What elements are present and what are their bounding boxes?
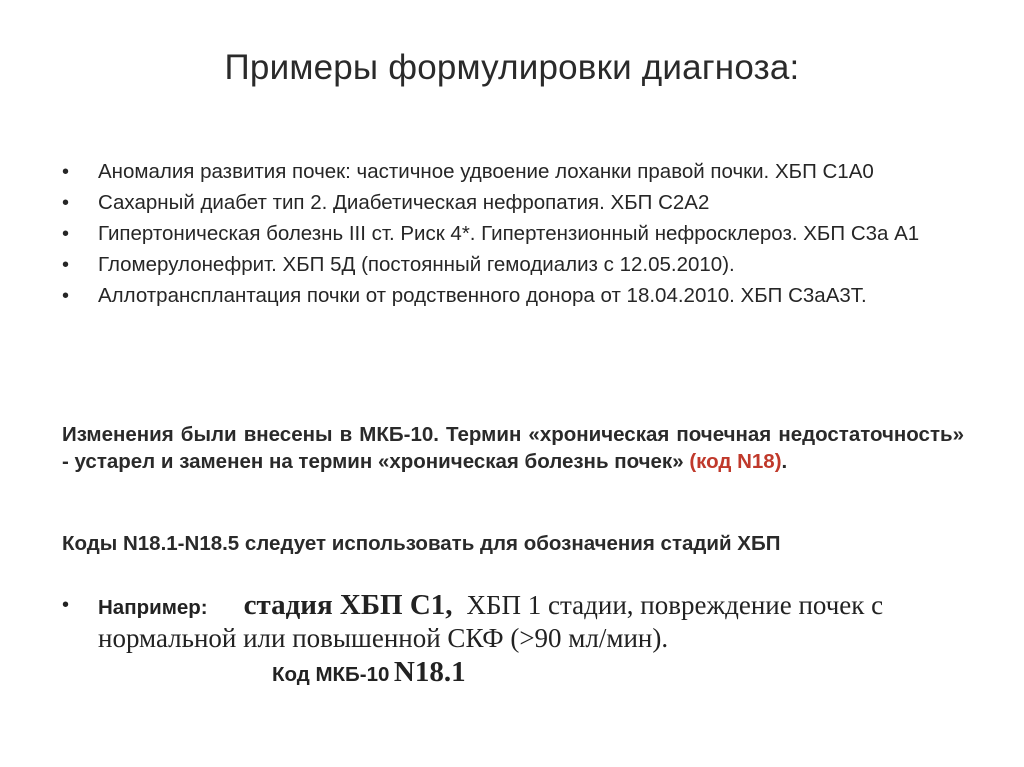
bullet-icon: • bbox=[62, 285, 70, 307]
list-item: • Сахарный диабет тип 2. Диабетическая нефропатия. ХБП С2А2 bbox=[62, 191, 710, 214]
slide-title: Примеры формулировки диагноза: bbox=[224, 48, 800, 87]
code-n18-highlight: (код N18) bbox=[689, 450, 782, 473]
list-item: • Аномалия развития почек: частичное удвоение лоханки правой почки. ХБП С1А0 bbox=[62, 160, 874, 183]
icd-changes-paragraph: Изменения были внесены в МКБ-10. Термин «хроническая почечная недостаточность» - устарел и заменен на термин «хроническая болезнь почек» (код N18). bbox=[62, 423, 964, 473]
icd-code-line bbox=[272, 656, 466, 689]
list-item: • Гипертоническая болезнь III ст. Риск 4*. Гипертензионный нефросклероз. ХБП С3а А1 bbox=[62, 222, 920, 245]
list-item: • Гломерулонефрит. ХБП 5Д (постоянный гемодиализ с 12.05.2010). bbox=[62, 253, 735, 276]
example-description: ХБП 1 стадии, повреждение почек с нормальной или повышенной СКФ (>90 мл/мин). bbox=[98, 590, 884, 653]
bullet-icon: • bbox=[62, 223, 70, 245]
bullet-icon: • bbox=[62, 192, 70, 214]
bullet-icon: • bbox=[62, 254, 70, 276]
example-lead: Например: bbox=[98, 596, 208, 619]
list-item: • Аллотрансплантация почки от родственного донора от 18.04.2010. ХБП С3аА3Т. bbox=[62, 284, 867, 307]
codes-note: Коды N18.1-N18.5 следует использовать для обозначения стадий ХБП bbox=[62, 532, 781, 555]
bullet-icon: • bbox=[62, 594, 70, 616]
diagnosis-examples-list bbox=[62, 159, 972, 314]
example-stage: стадия ХБП С1, bbox=[243, 589, 453, 621]
bullet-icon: • bbox=[62, 161, 70, 183]
icd-label: Код МКБ-10 bbox=[272, 663, 390, 686]
icd-code: N18.1 bbox=[393, 656, 466, 688]
example-block bbox=[62, 590, 972, 653]
